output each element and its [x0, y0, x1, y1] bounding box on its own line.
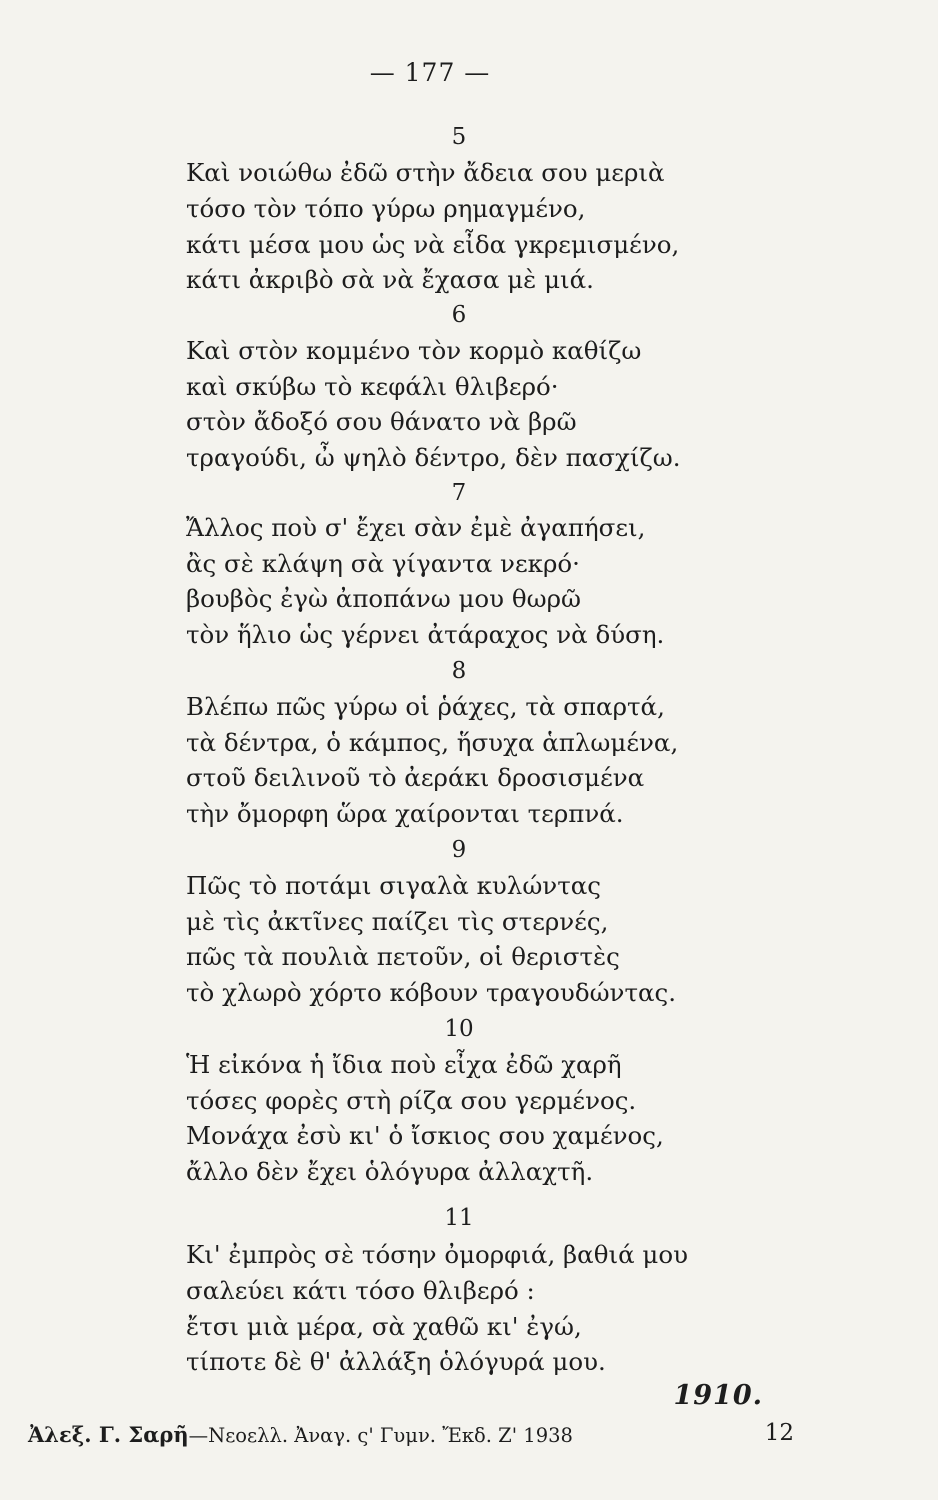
poem-line: στὸν ἄδοξό σου θάνατο νὰ βρῶ — [186, 407, 577, 436]
poem-line: Πῶς τὸ ποτάμι σιγαλὰ κυλώντας — [186, 871, 602, 900]
stanza-number: 5 — [451, 124, 467, 150]
poem-line: Ἡ εἰκόνα ἡ ἴδια ποὺ εἶχα ἐδῶ χαρῆ — [186, 1050, 622, 1079]
footer-text: —Νεοελλ. Ἀναγ. ς' Γυμν. Ἔκδ. Ζ' 1938 — [188, 1424, 573, 1447]
stanza-number: 6 — [451, 302, 467, 328]
stanza-number: 8 — [451, 658, 467, 684]
sheet-number: 12 — [764, 1420, 794, 1446]
poem-line: σαλεύει κάτι τόσο θλιβερό : — [186, 1276, 535, 1305]
poem-line: Ἄλλος ποὺ σ' ἔχει σὰν ἐμὲ ἀγαπήσει, — [186, 513, 646, 542]
page-number: — 177 — — [369, 58, 491, 87]
poem-line: τόσες φορὲς στὴ ρίζα σου γερμένος. — [186, 1086, 637, 1115]
poem-line: ἂς σὲ κλάψη σὰ γίγαντα νεκρό· — [186, 549, 580, 578]
poem-line: βουβὸς ἐγὼ ἀποπάνω μου θωρῶ — [186, 584, 581, 613]
poem-line: τόσο τὸν τόπο γύρω ρημαγμένο, — [186, 194, 586, 223]
poem-line: τίποτε δὲ θ' ἀλλάξη ὁλόγυρά μου. — [186, 1347, 606, 1376]
poem-line: τὰ δέντρα, ὁ κάμπος, ἥσυχα ἁπλωμένα, — [186, 728, 679, 757]
poem-line: ἄλλο δὲν ἔχει ὁλόγυρα ἀλλαχτῆ. — [186, 1157, 594, 1186]
stanza-number: 10 — [444, 1016, 474, 1042]
poem-line: μὲ τὶς ἀκτῖνες παίζει τὶς στερνές, — [186, 907, 609, 936]
poem-line: ἔτσι μιὰ μέρα, σὰ χαθῶ κι' ἐγώ, — [186, 1312, 582, 1341]
poem-line: Μονάχα ἐσὺ κι' ὁ ἴσκιος σου χαμένος, — [186, 1121, 664, 1150]
footer-signature — [28, 1422, 573, 1447]
poem-line: Καὶ στὸν κομμένο τὸν κορμὸ καθίζω — [186, 336, 642, 365]
poem-line: Καὶ νοιώθω ἐδῶ στὴν ἄδεια σου μεριὰ — [186, 158, 665, 187]
poem-line: καὶ σκύβω τὸ κεφάλι θλιβερό· — [186, 372, 559, 401]
stanza-number: 11 — [444, 1205, 474, 1231]
poem-line: τραγούδι, ὦ ψηλὸ δέντρο, δὲν πασχίζω. — [186, 443, 681, 472]
stanza-number: 9 — [451, 837, 467, 863]
stanza-number: 7 — [451, 480, 467, 506]
poem-date: 1910. — [673, 1380, 763, 1411]
poem-line: κάτι μέσα μου ὡς νὰ εἶδα γκρεμισμένο, — [186, 230, 680, 259]
poem-line: Βλέπω πῶς γύρω οἱ ῥάχες, τὰ σπαρτά, — [186, 692, 665, 721]
poem-line: πῶς τὰ πουλιὰ πετοῦν, οἱ θεριστὲς — [186, 942, 620, 971]
poem-line: τὸν ἥλιο ὡς γέρνει ἀτάραχος νὰ δύση. — [186, 620, 665, 649]
poem-line: τὴν ὄμορφη ὥρα χαίρονται τερπνά. — [186, 799, 624, 828]
poem-line: κάτι ἀκριβὸ σὰ νὰ ἔχασα μὲ μιά. — [186, 265, 594, 294]
poem-line: τὸ χλωρὸ χόρτο κόβουν τραγουδώντας. — [186, 978, 677, 1007]
poem-line: στοῦ δειλινοῦ τὸ ἀεράκι δροσισμένα — [186, 763, 645, 792]
footer-author: Ἀλεξ. Γ. Σαρῆ — [28, 1422, 189, 1447]
poem-line: Κι' ἐμπρὸς σὲ τόσην ὀμορφιά, βαθιά μου — [186, 1240, 688, 1269]
